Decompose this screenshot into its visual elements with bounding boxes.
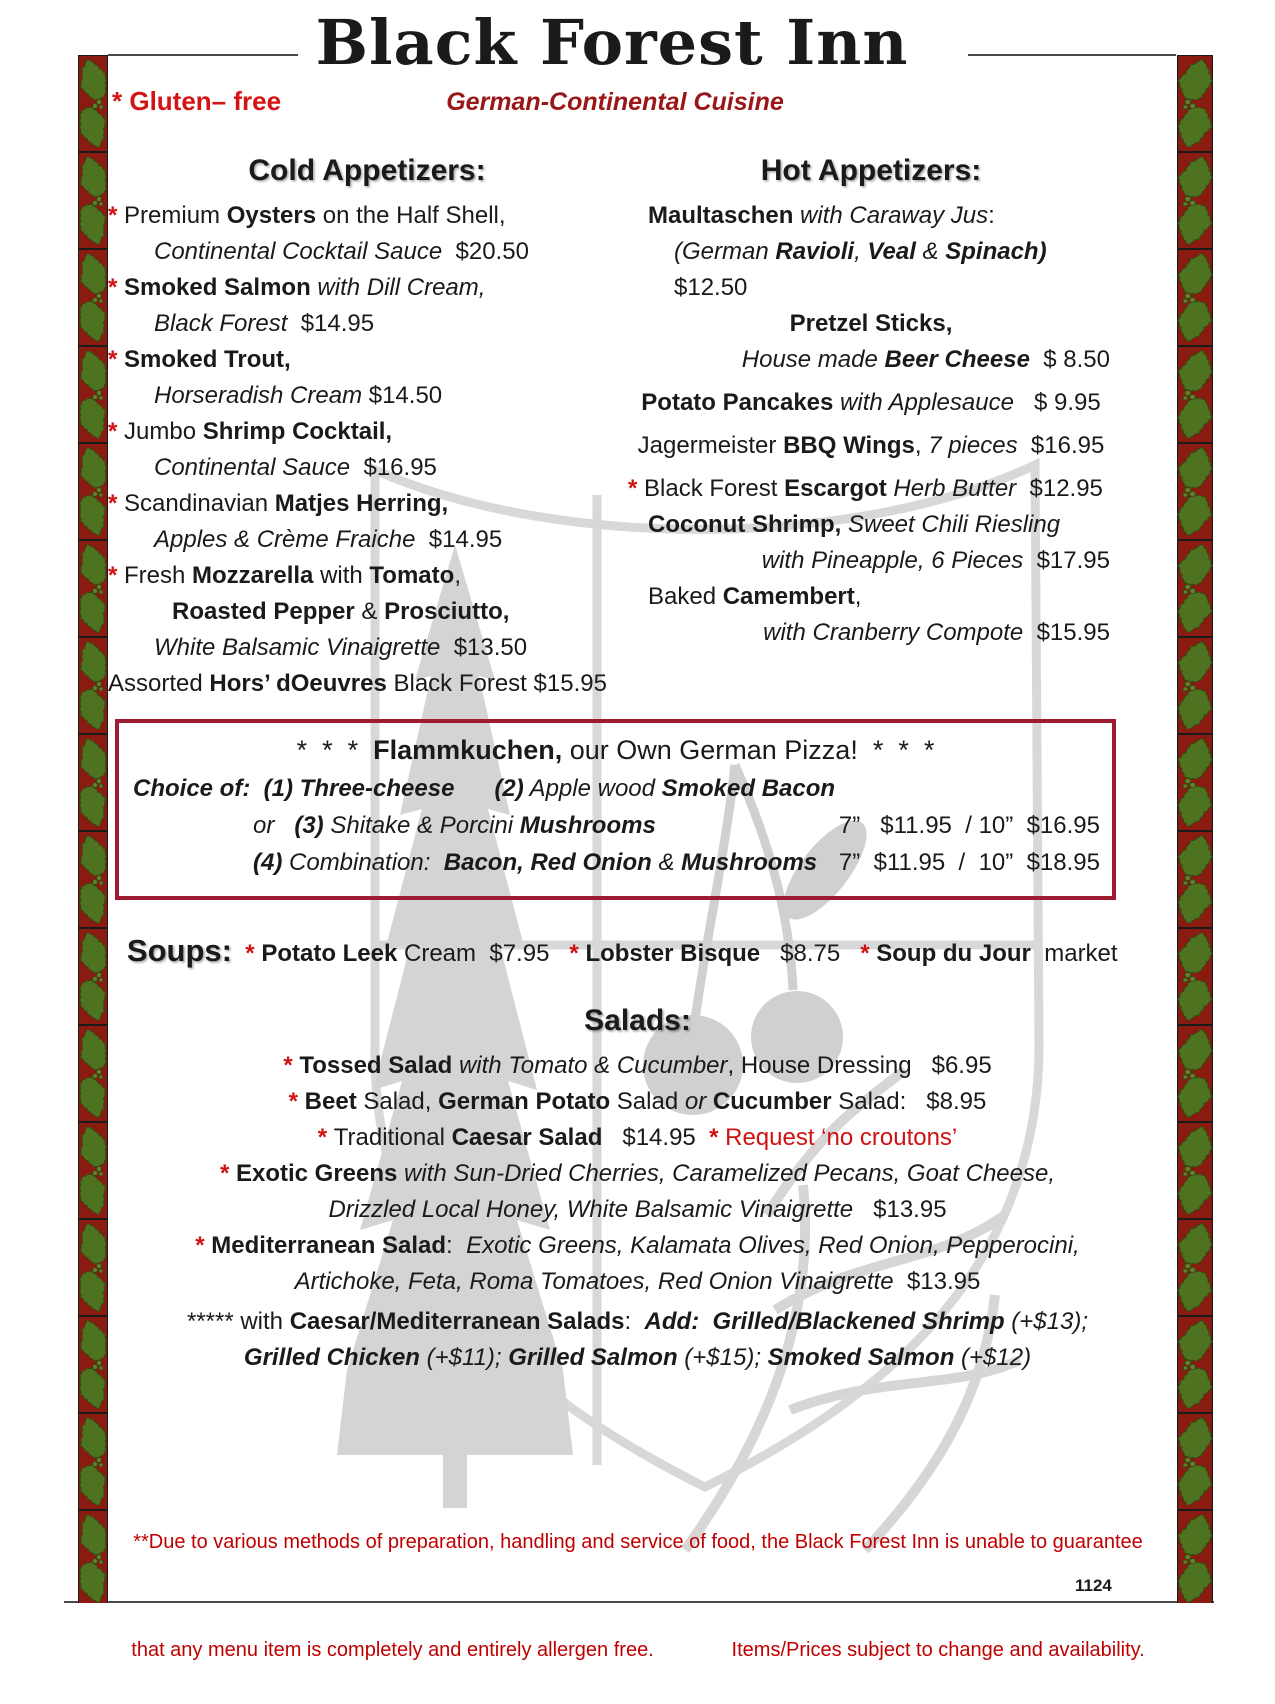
page-number: 1124 (1075, 1576, 1112, 1595)
item-smoked-salmon: * Smoked Salmon with Dill Cream, (108, 274, 486, 301)
cold-appetizers-heading: Cold Appetizers: (248, 154, 486, 187)
allergen-disclaimer (108, 1452, 1168, 1704)
item-caesar-salad: * Traditional Caesar Salad $14.95 * Request ‘no croutons’ (317, 1124, 958, 1151)
cuisine-subtitle: German-Continental Cuisine (446, 88, 784, 116)
disclaimer-line-1: **Due to various methods of preparation, handling and service of food, the Black Forest Inn is unable to guarantee (133, 1531, 1143, 1553)
flammkuchen-option-3: or (3) Shitake & Porcini Mushrooms (253, 812, 656, 839)
item-smoked-trout: * Smoked Trout, (108, 346, 291, 373)
item-beet-potato-cucumber-salad: * Beet Salad, German Potato Salad or Cucumber Salad: $8.95 (288, 1088, 987, 1115)
item-baked-camembert-detail: with Cranberry Compote $15.95 (763, 619, 1110, 646)
item-maultaschen-detail: (German Ravioli, Veal & Spinach) $12.50 (674, 238, 1074, 301)
item-pretzel-sticks-detail: House made Beer Cheese $ 8.50 (741, 346, 1110, 373)
cold-appetizers-section (108, 150, 626, 702)
soups-section (118, 915, 1198, 969)
flammkuchen-option-3-price: 7” $11.95 / 10” $16.95 (838, 812, 1100, 839)
item-potato-pancakes: Potato Pancakes with Applesauce $ 9.95 (641, 389, 1101, 416)
disclaimer-line-2: that any menu item is completely and entirely allergen free. Items/Prices subject to change and availability. (131, 1639, 1145, 1661)
flammkuchen-choices: Choice of: (1) Three-cheese (2) Apple wood Smoked Bacon (133, 775, 836, 802)
item-escargot: * Black Forest Escargot Herb Butter $12.95 (628, 475, 1103, 502)
item-hors-doeuvres: Assorted Hors’ dOeuvres Black Forest $15.95 (108, 670, 607, 697)
flammkuchen-option-3-row (119, 808, 1112, 843)
item-smoked-salmon-detail: Black Forest $14.95 (154, 310, 375, 337)
salad-addons-detail: Grilled Chicken (+$11); Grilled Salmon (+$15); Smoked Salmon (+$12) (243, 1344, 1032, 1371)
item-mozzarella: * Fresh Mozzarella with Tomato, (108, 562, 461, 589)
item-mozzarella-detail-1: Roasted Pepper & Prosciutto, (172, 598, 510, 625)
hot-appetizers-section (628, 150, 1114, 651)
flammkuchen-option-4: (4) Combination: Bacon, Red Onion & Mushrooms (253, 849, 818, 876)
hot-appetizers-heading: Hot Appetizers: (760, 154, 982, 187)
flammkuchen-title: * * * Flammkuchen, our Own German Pizza! * * * (296, 735, 935, 765)
salads-heading: Salads: (584, 1004, 691, 1037)
item-matjes-herring: * Scandinavian Matjes Herring, (108, 490, 449, 517)
oak-leaf-border-right (1177, 55, 1213, 1603)
item-smoked-trout-detail: Horseradish Cream $14.50 (154, 382, 443, 409)
item-mediterranean-salad: * Mediterranean Salad: Exotic Greens, Kalamata Olives, Red Onion, Pepperocini, (195, 1232, 1080, 1259)
item-oysters: * Premium Oysters on the Half Shell, (108, 202, 506, 229)
item-mozzarella-detail-2: White Balsamic Vinaigrette $13.50 (154, 634, 528, 661)
restaurant-title: Black Forest Inn (315, 6, 909, 79)
salad-addons: ***** with Caesar/Mediterranean Salads: Add: Grilled/Blackened Shrimp (+$13); (186, 1308, 1089, 1335)
item-bbq-wings: Jagermeister BBQ Wings, 7 pieces $16.95 (637, 432, 1105, 459)
item-shrimp-cocktail: * Jumbo Shrimp Cocktail, (108, 418, 393, 445)
item-maultaschen: Maultaschen with Caraway Jus: (648, 202, 995, 229)
item-pretzel-sticks: Pretzel Sticks, (789, 310, 953, 337)
item-mediterranean-salad-detail: Artichoke, Feta, Roma Tomatoes, Red Onion Vinaigrette $13.95 (294, 1268, 981, 1295)
item-coconut-shrimp: Coconut Shrimp, Sweet Chili Riesling (648, 511, 1061, 538)
gluten-free-note: * Gluten– free (112, 86, 282, 116)
item-tossed-salad: * Tossed Salad with Tomato & Cucumber, House Dressing $6.95 (283, 1052, 992, 1079)
soups-items: * Potato Leek Cream $7.95 * Lobster Bisque $8.75 * Soup du Jour market (245, 940, 1118, 967)
item-exotic-greens: * Exotic Greens with Sun-Dried Cherries, Caramelized Pecans, Goat Cheese, (219, 1160, 1056, 1187)
flammkuchen-option-4-price: 7” $11.95 / 10” $18.95 (838, 849, 1100, 876)
flammkuchen-box (115, 719, 1116, 900)
item-shrimp-cocktail-detail: Continental Sauce $16.95 (154, 454, 437, 481)
salads-section (100, 1000, 1175, 1376)
flammkuchen-option-4-row (119, 845, 1112, 880)
item-matjes-herring-detail: Apples & Crème Fraiche $14.95 (154, 526, 503, 553)
item-oysters-detail: Continental Cocktail Sauce $20.50 (154, 238, 529, 265)
soups-heading: Soups: (126, 933, 232, 968)
item-exotic-greens-detail: Drizzled Local Honey, White Balsamic Vinaigrette $13.95 (328, 1196, 947, 1223)
item-coconut-shrimp-detail: with Pineapple, 6 Pieces $17.95 (761, 547, 1110, 574)
item-baked-camembert: Baked Camembert, (648, 583, 862, 610)
